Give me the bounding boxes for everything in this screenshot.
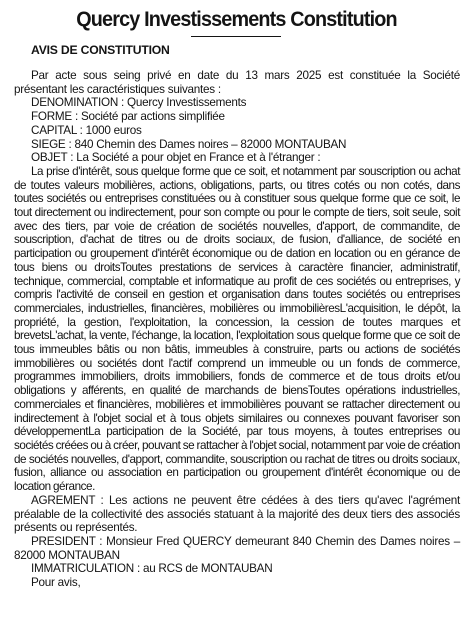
forme-line: FORME : Société par actions simplifiée — [31, 110, 225, 124]
closing-line: Pour avis, — [31, 576, 81, 590]
intro-paragraph: Par acte sous seing privé en date du 13 mars 2025 est constituée la Société présentant les caractéristiques suivantes : — [14, 69, 460, 96]
notice-heading: AVIS DE CONSTITUTION — [31, 43, 170, 57]
title-underline — [191, 36, 281, 37]
notice-body — [14, 69, 460, 590]
agrement-paragraph: AGREMENT : Les actions ne peuvent être cédées à des tiers qu'avec l'agrément préalable de la collectivité des associés statuant à la majorité des deux tiers des associés présents ou représentés. — [14, 493, 460, 535]
objet-line: OBJET : La Société a pour objet en France et à l'étranger : — [31, 151, 321, 165]
immatriculation-line: IMMATRICULATION : au RCS de MONTAUBAN — [31, 562, 273, 576]
president-paragraph: PRESIDENT : Monsieur Fred QUERCY demeurant 840 Chemin des Dames noires – 82000 MONTAUBAN — [14, 534, 460, 562]
notice-title: Quercy Investissements Constitution — [76, 7, 397, 31]
siege-line: SIEGE : 840 Chemin des Dames noires – 82000 MONTAUBAN — [31, 137, 347, 151]
objet-paragraph: La prise d'intérêt, sous quelque forme que ce soit, et notamment par souscription ou achat de toutes valeurs mobilières, actions, obligations, parts, ou titres cotés ou non cotés, dans toutes sociétés ou entreprises constituées ou à constituer sous quelque forme que ce soit, le tout directement ou indirectement, pour son compte ou pour le compte de tiers, soit seule, soit avec des tiers, par voie de création de sociétés nouvelles, d'apport, de commandite, de souscription, d'achat de titres ou de droits sociaux, de fusion, d'alliance, de société en participation ou groupement d'intérêt économique ou de dation en location ou en gérance de tous biens ou droitsToutes prestations de services à caractère financier, administratif, technique, commercial, comptable et informatique au profit de ces sociétés ou entreprises, y compris l'activité de conseil en gestion et organisation dans toutes sociétés ou entreprises commerciales, industrielles, financières, mobilières ou immobilièresL'acquisition, le dépôt, la propriété, la gestion, l'exploitation, la concession, la cession de toutes marques et brevetsL'achat, la vente, l'échange, la location, l'exploitation sous quelque forme que ce soit de tous immeubles bâtis ou non bâtis, immeubles à construire, parts ou actions de sociétés immobilières ou sociétés dont l'actif comprend un immeuble ou un fonds de commerce, programmes immobiliers, droits immobiliers, fonds de commerce et de tous droits et/ou obligations y afférents, en qualité de marchands de biensToutes opérations industrielles, commerciales et financières, mobilières et immobilières pouvant se rattacher directement ou indirectement à l'objet social et à tous objets similaires ou connexes pouvant favoriser son développementLa participation de la Société, par tous moyens, à toutes entreprises ou sociétés créées ou à créer, pouvant se rattacher à l'objet social, notamment par voie de création de sociétés nouvelles, d'apport, commandite, souscription ou rachat de titres ou droits sociaux, fusion, alliance ou association en participation ou groupement d'intérêt économique ou de location gérance. — [14, 164, 460, 494]
capital-line: CAPITAL : 1000 euros — [31, 123, 142, 137]
denomination-line: DENOMINATION : Quercy Investissements — [31, 96, 247, 110]
